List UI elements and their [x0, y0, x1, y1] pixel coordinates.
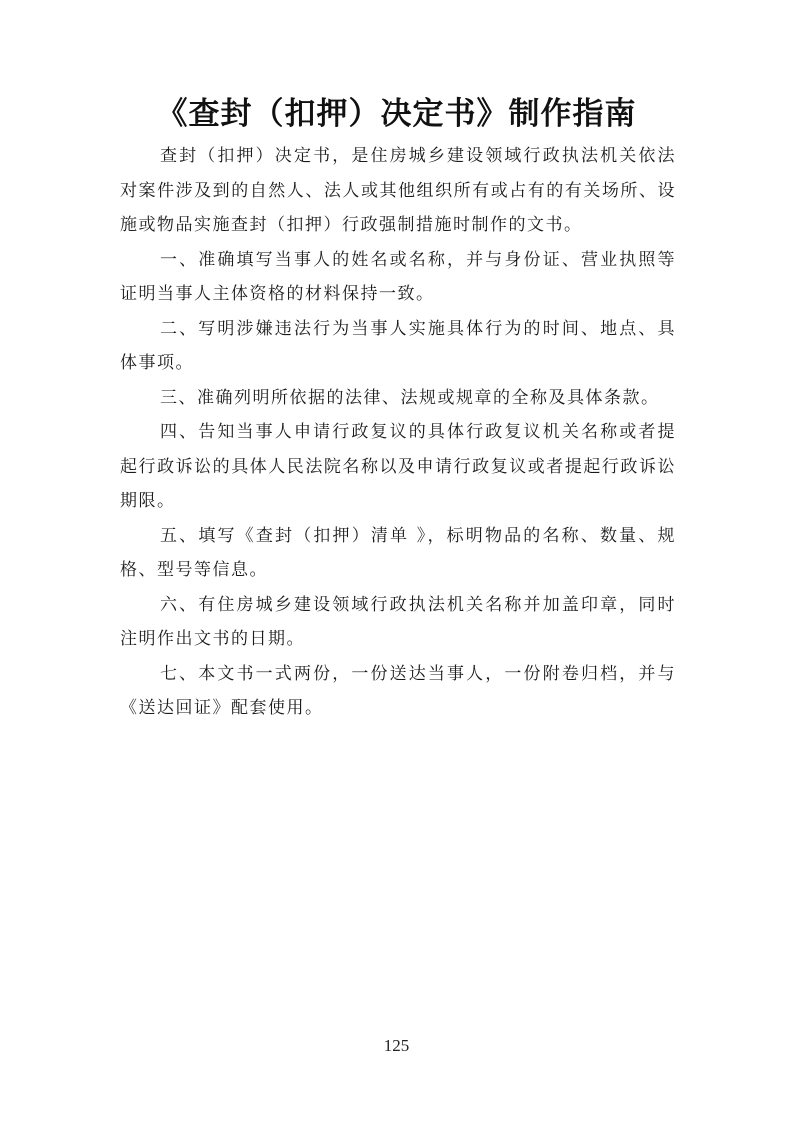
paragraph-item-1: 一、准确填写当事人的姓名或名称，并与身份证、营业执照等证明当事人主体资格的材料保持一致。: [120, 249, 676, 304]
paragraph-item-3: 三、准确列明所依据的法律、法规或规章的全称及具体条款。: [160, 387, 660, 408]
paragraph-item-5: 五、填写《查封（扣押）清单 》，标明物品的名称、数量、规格、型号等信息。: [120, 525, 676, 580]
document-body: [120, 139, 676, 726]
paragraph-item-6: 六、有住房城乡建设领域行政执法机关名称并加盖印章，同时注明作出文书的日期。: [120, 594, 676, 649]
page-number: 125: [383, 1036, 410, 1055]
paragraph-item-4: 四、告知当事人申请行政复议的具体行政复议机关名称或者提起行政诉讼的具体人民法院名称以及申请行政复议或者提起行政诉讼期限。: [120, 422, 676, 511]
paragraph-item-2: 二、写明涉嫌违法行为当事人实施具体行为的时间、地点、具体事项。: [120, 318, 676, 373]
paragraph-intro: 查封（扣押）决定书，是住房城乡建设领域行政执法机关依法对案件涉及到的自然人、法人或其他组织所有或占有的有关场所、设施或物品实施查封（扣押）行政强制措施时制作的文书。: [120, 146, 676, 235]
document-title: 《查封（扣押）决定书》制作指南: [156, 96, 637, 132]
paragraph-item-7: 七、本文书一式两份，一份送达当事人，一份附卷归档，并与《送达回证》配套使用。: [120, 663, 676, 718]
